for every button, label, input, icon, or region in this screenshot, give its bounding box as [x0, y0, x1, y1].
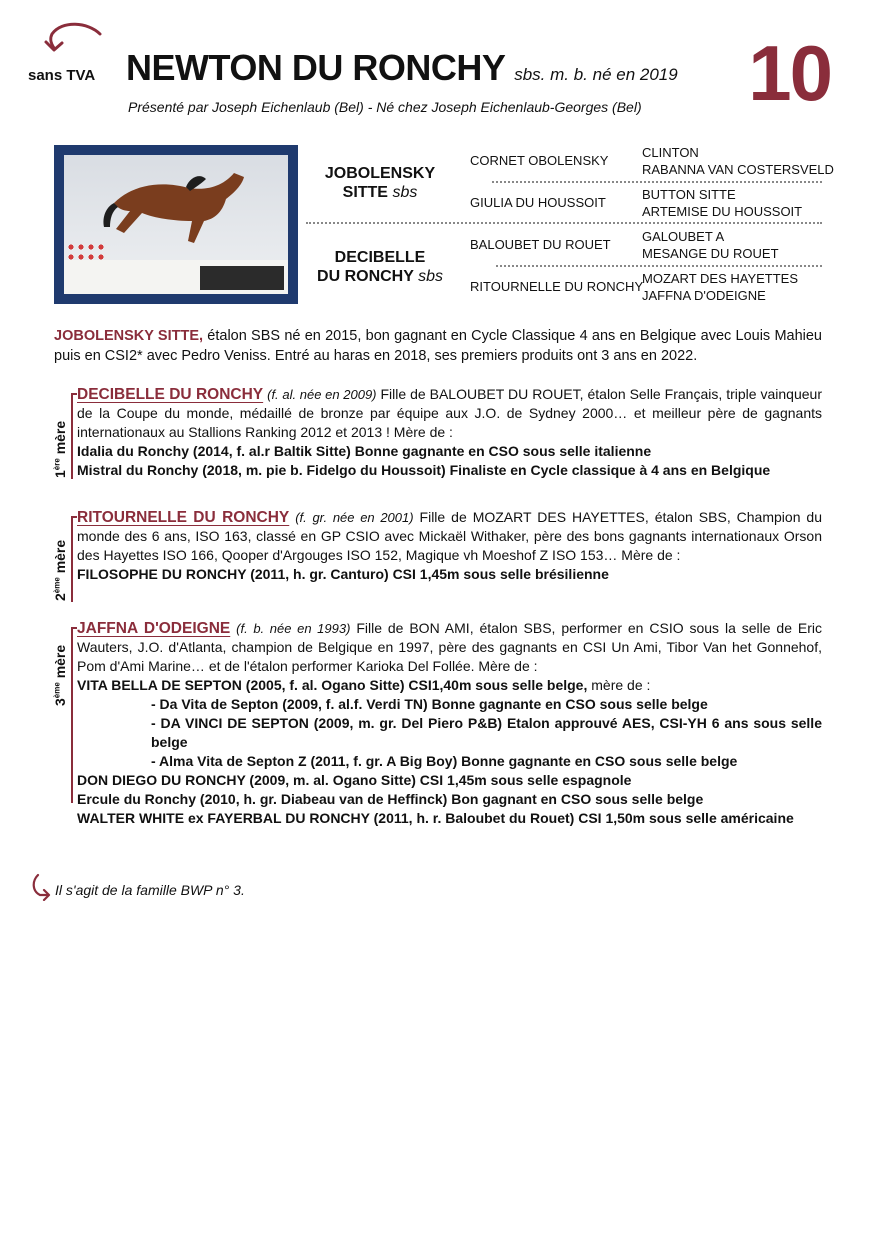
pedigree-divider [306, 222, 822, 224]
pedigree-sire [310, 164, 450, 202]
sire-description-text: étalon SBS né en 2015, bon gagnant en Cycle Classique 4 ans en Belgique avec Louis Mahieu puis en CSI2* avec Pedro Veniss. Entré au haras en 2018, ses premiers produits ont 3 ans en 2022. [54, 328, 822, 364]
great-grandparent: JAFFNA D'ODEIGNE [642, 288, 766, 303]
section-bar [71, 393, 73, 479]
grandparent: BALOUBET DU ROUET [470, 237, 611, 252]
sire-name-line1: JOBOLENSKY [324, 165, 436, 182]
sire-name-line2: SITTE [342, 184, 388, 201]
tax-label: sans TVA [28, 67, 96, 84]
offspring-line: Idalia du Ronchy (2014, f. al.r Baltik Sitte) Bonne gagnante en CSO sous selle italienne [77, 443, 652, 459]
third-dam-section [77, 619, 822, 828]
grandparent: RITOURNELLE DU RONCHY [470, 279, 644, 294]
page-title [126, 47, 678, 89]
offspring-line: VITA BELLA DE SEPTON (2005, f. al. Ogano Sitte) CSI1,40m sous selle belge, mère de : [77, 677, 651, 693]
great-grandparent: MESANGE DU ROUET [642, 246, 779, 261]
dam-note: (f. gr. née en 2001) [295, 510, 414, 525]
second-dam-section [77, 508, 822, 584]
offspring-line: WALTER WHITE ex FAYERBAL DU RONCHY (2011, h. r. Baloubet du Rouet) CSI 1,50m sous selle américaine [77, 810, 794, 826]
mother-rank-label: 3ème mère [52, 644, 68, 706]
horse-details: sbs. m. b. né en 2019 [514, 65, 678, 84]
dam-studbook: sbs [418, 268, 443, 285]
dam-name: JAFFNA D'ODEIGNE [77, 620, 231, 637]
great-grandparent: MOZART DES HAYETTES [642, 271, 799, 286]
great-grandparent: RABANNA VAN COSTERSVELD [642, 162, 834, 177]
offspring-line: Ercule du Ronchy (2010, h. gr. Diabeau van de Heffinck) Bon gagnant en CSO sous selle belge [77, 791, 704, 807]
offspring-line: Mistral du Ronchy (2018, m. pie b. Fidelgo du Houssoit) Finaliste en Cycle classique à 4 ans en Belgique [77, 462, 771, 478]
lot-number: 10 [748, 29, 831, 117]
dam-name: DECIBELLE DU RONCHY [77, 386, 264, 403]
family-note: Il s'agit de la famille BWP n° 3. [55, 882, 245, 898]
dam-name-line2: DU RONCHY [317, 268, 414, 285]
mother-rank-label: 1ère mère [52, 420, 68, 478]
section-bar [71, 627, 73, 803]
mother-rank-label: 2ème mère [52, 539, 68, 601]
jumping-horse-illustration [94, 163, 264, 263]
grandparent: CORNET OBOLENSKY [470, 153, 609, 168]
dam-text: Fille de BON AMI, étalon SBS, performer en CSIO sous la selle de Eric Wauters, J.O. d'Atlanta, champion de Belgique en 1997, père des gagnants en CSI Un Ami, Tibor Van het Gonnehof, Pom d'Ami Marine… et de l'étalon performer Karioka Del Follée. Mère de : [77, 620, 823, 674]
dam-note: (f. al. née en 2009) [267, 387, 377, 402]
sire-studbook: sbs [392, 184, 418, 201]
grand-offspring-line: - Alma Vita de Septon Z (2011, f. gr. A Big Boy) Bonne gagnante en CSO sous selle belge [151, 753, 738, 769]
dam-note: (f. b. née en 1993) [236, 621, 351, 636]
horse-name: NEWTON DU RONCHY [126, 47, 505, 88]
curved-arrow-icon [42, 20, 104, 62]
first-dam-section [77, 385, 822, 480]
sponsor-logo [200, 266, 284, 290]
great-grandparent: CLINTON [642, 145, 699, 160]
dam-name: RITOURNELLE DU RONCHY [77, 509, 290, 526]
sire-description [54, 326, 822, 366]
dam-name-line1: DECIBELLE [334, 249, 426, 266]
great-grandparent: ARTEMISE DU HOUSSOIT [642, 204, 803, 219]
pedigree-divider [492, 181, 822, 183]
grand-offspring-line: - DA VINCI DE SEPTON (2009, m. gr. Del Piero P&B) Etalon approuvé AES, CSI-YH 6 ans sous selle belge [151, 715, 822, 750]
dam-text: Fille de BALOUBET DU ROUET, étalon Selle Français, triple vainqueur de la Coupe du monde, médaillé de bronze par équipe aux J.O. de Sydney 2000… et meilleur père de gagnants internationaux au Stallions Ranking 2012 et 2013 ! Mère de : [77, 386, 822, 440]
grandparent: GIULIA DU HOUSSOIT [470, 195, 606, 210]
grand-offspring-line: - Da Vita de Septon (2009, f. al.f. Verdi TN) Bonne gagnante en CSO sous selle belge [151, 696, 708, 712]
great-grandparent: BUTTON SITTE [642, 187, 736, 202]
offspring-line: FILOSOPHE DU RONCHY (2011, h. gr. Canturo) CSI 1,45m sous selle brésilienne [77, 566, 609, 582]
presented-by: Présenté par Joseph Eichenlaub (Bel) - Né chez Joseph Eichenlaub-Georges (Bel) [128, 99, 642, 115]
offspring-line: DON DIEGO DU RONCHY (2009, m. al. Ogano Sitte) CSI 1,45m sous selle espagnole [77, 772, 632, 788]
section-bar [71, 516, 73, 602]
pedigree-divider [496, 265, 822, 267]
great-grandparent: GALOUBET A [642, 229, 725, 244]
curved-arrow-icon [30, 873, 52, 901]
horse-photo [54, 145, 298, 304]
dam-text: Fille de MOZART DES HAYETTES, étalon SBS, Champion du monde des 6 ans, ISO 163, classé en GP CSIO avec Mickaël Withaker, père des bons gagnants internationaux Orson des Hayettes ISO 166, Qooper d'Argouges ISO 152, Magique vh Moeshof Z ISO 153… Mère de : [77, 509, 823, 563]
pedigree-dam [310, 248, 450, 286]
sire-name-highlight: JOBOLENSKY SITTE, [54, 328, 204, 344]
